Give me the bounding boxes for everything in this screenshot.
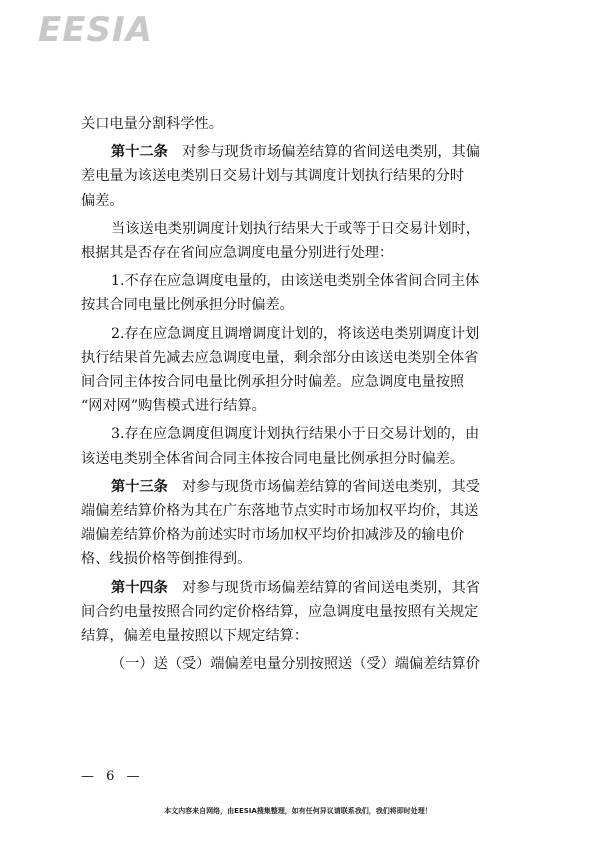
- article-14-first-line: [81, 576, 527, 600]
- article-12-first-line: [81, 140, 527, 164]
- article-13-first-line: [81, 475, 527, 499]
- body-line: 端偏差结算价格为前述实时市场加权平均价扣减涉及的输电价: [81, 527, 465, 544]
- body-line: “网对网”购售模式进行结算。: [81, 398, 266, 415]
- body-line: 间合同主体按合同电量比例承担分时偏差。应急调度电量按照: [81, 374, 465, 391]
- body-line: 关口电量分割科学性。: [81, 116, 223, 132]
- body-line: 根据其是否存在省间应急调度电量分别进行处理：: [81, 245, 394, 262]
- list-item-1: 1.不存在应急调度电量的，由该送电类别全体省间合同主体: [111, 273, 480, 290]
- body-line: 对参与现货市场偏差结算的省间送电类别，其省: [181, 579, 480, 596]
- body-line: 执行结果首先减去应急调度电量，剩余部分由该送电类别全体省: [81, 349, 479, 366]
- body-line: 对参与现货市场偏差结算的省间送电类别，其受: [181, 478, 480, 495]
- page-number: — 6 —: [81, 769, 144, 784]
- body-line: 该送电类别全体省间合同主体按合同电量比例承担分时偏差。: [81, 450, 465, 467]
- body-line: 间合约电量按照合同约定价格结算，应急调度电量按照有关规定: [81, 603, 479, 620]
- article-13-heading: 第十三条: [111, 478, 168, 495]
- body-line: 偏差。: [81, 192, 124, 209]
- list-item-3: 3.存在应急调度但调度计划执行结果小于日交易计划的，由: [111, 426, 480, 443]
- body-line: 对参与现货市场偏差结算的省间送电类别，其偏: [181, 144, 480, 161]
- body-line: 差电量为该送电类别日交易计划与其调度计划执行结果的分时: [81, 168, 465, 185]
- article-14-heading: 第十四条: [111, 579, 168, 596]
- body-line: 格、线损价格等倒推得到。: [81, 551, 252, 568]
- footer-disclaimer: 本文内容来自网络，由EESIA搜集整理，如有任何异议请联系我们，我们将即时处理！: [164, 807, 432, 815]
- body-line: 按其合同电量比例承担分时偏差。: [81, 297, 294, 314]
- sub-item-1: （一）送（受）端偏差电量分别按照送（受）端偏差结算价: [111, 656, 480, 673]
- article-12-heading: 第十二条: [111, 144, 168, 161]
- body-line: 端偏差结算价格为其在广东落地节点实时市场加权平均价，其送: [81, 503, 479, 520]
- body-line: 当该送电类别调度计划执行结果大于或等于日交易计划时，: [111, 220, 480, 237]
- list-item-2: 2.存在应急调度且调增调度计划的，将该送电类别调度计划: [111, 325, 480, 342]
- body-line: 结算，偏差电量按照以下规定结算：: [81, 628, 309, 645]
- document-body: [81, 112, 527, 676]
- eesia-watermark-logo: EESIA: [38, 10, 153, 50]
